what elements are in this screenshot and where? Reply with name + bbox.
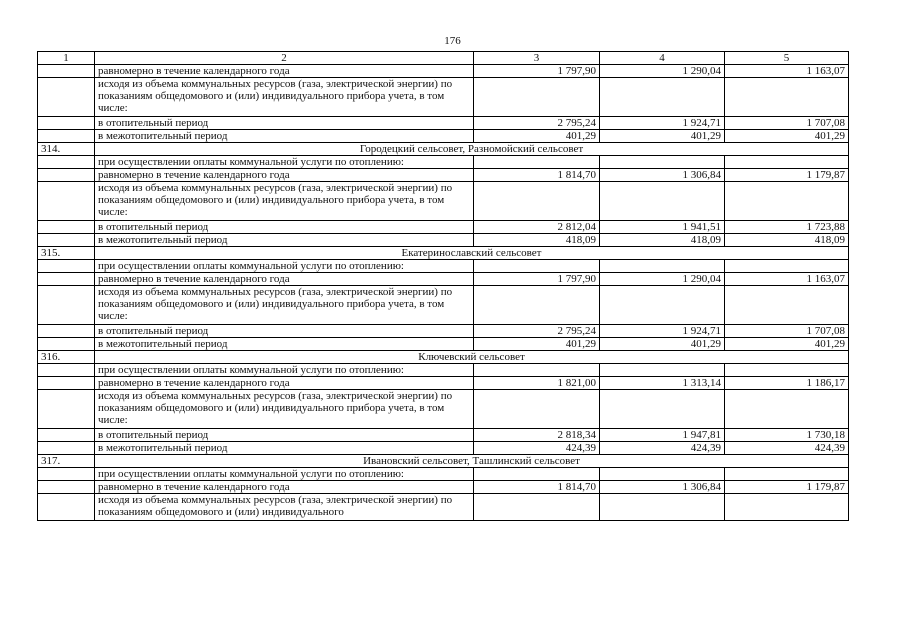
table-row xyxy=(38,78,849,117)
row-label: в межотопительный период xyxy=(95,442,474,455)
value-cell: 401,29 xyxy=(474,130,600,143)
section-title: Городецкий сельсовет, Разномойский сельсовет xyxy=(95,143,849,156)
row-label: равномерно в течение календарного года xyxy=(95,169,474,182)
value-cell: 418,09 xyxy=(474,234,600,247)
table-header-row xyxy=(38,52,849,65)
row-label: в отопительный период xyxy=(95,221,474,234)
value-cell: 1 947,81 xyxy=(600,429,725,442)
row-label: при осуществлении оплаты коммунальной услуги по отоплению: xyxy=(95,156,474,169)
value-cell: 1 814,70 xyxy=(474,481,600,494)
table-row xyxy=(38,325,849,338)
section-number: 314. xyxy=(38,143,95,156)
value-cell: 401,29 xyxy=(725,338,849,351)
value-cell: 1 163,07 xyxy=(725,65,849,78)
page-number: 176 xyxy=(444,35,461,47)
value-cell: 401,29 xyxy=(474,338,600,351)
section-header-row xyxy=(38,143,849,156)
row-label: при осуществлении оплаты коммунальной услуги по отоплению: xyxy=(95,468,474,481)
section-number: 316. xyxy=(38,351,95,364)
header-col-1: 1 xyxy=(38,52,95,65)
row-label: равномерно в течение календарного года xyxy=(95,273,474,286)
table-row xyxy=(38,117,849,130)
table-row xyxy=(38,338,849,351)
value-cell: 2 812,04 xyxy=(474,221,600,234)
row-label: в межотопительный период xyxy=(95,130,474,143)
section-number: 317. xyxy=(38,455,95,468)
value-cell: 424,39 xyxy=(474,442,600,455)
table-row xyxy=(38,182,849,221)
table-row xyxy=(38,494,849,521)
table-row xyxy=(38,481,849,494)
table-row xyxy=(38,156,849,169)
value-cell: 1 306,84 xyxy=(600,169,725,182)
value-cell: 1 306,84 xyxy=(600,481,725,494)
section-header-row xyxy=(38,351,849,364)
table-row xyxy=(38,260,849,273)
row-label: равномерно в течение календарного года xyxy=(95,481,474,494)
value-cell: 1 163,07 xyxy=(725,273,849,286)
header-col-2: 2 xyxy=(95,52,474,65)
row-label: в отопительный период xyxy=(95,117,474,130)
value-cell: 2 818,34 xyxy=(474,429,600,442)
section-title: Ивановский сельсовет, Ташлинский сельсовет xyxy=(95,455,849,468)
value-cell: 418,09 xyxy=(725,234,849,247)
table-row xyxy=(38,273,849,286)
table-row xyxy=(38,364,849,377)
section-number: 315. xyxy=(38,247,95,260)
row-label: в отопительный период xyxy=(95,325,474,338)
header-col-5: 5 xyxy=(725,52,849,65)
value-cell: 1 814,70 xyxy=(474,169,600,182)
table-row xyxy=(38,234,849,247)
value-cell: 1 924,71 xyxy=(600,325,725,338)
value-cell: 1 723,88 xyxy=(725,221,849,234)
table-row xyxy=(38,130,849,143)
value-cell: 1 179,87 xyxy=(725,169,849,182)
value-cell: 1 707,08 xyxy=(725,117,849,130)
section-header-row xyxy=(38,247,849,260)
value-cell: 1 179,87 xyxy=(725,481,849,494)
row-label: в отопительный период xyxy=(95,429,474,442)
value-cell: 1 821,00 xyxy=(474,377,600,390)
section-header-row xyxy=(38,455,849,468)
row-label: исходя из объема коммунальных ресурсов (газа, электрической энергии) по показаниям общедомового и (или) индивидуального прибора учета, в том числе: xyxy=(95,78,474,117)
row-label: исходя из объема коммунальных ресурсов (газа, электрической энергии) по показаниям общедомового и (или) индивидуального прибора учета, в том числе: xyxy=(95,286,474,325)
table-row xyxy=(38,169,849,182)
header-col-3: 3 xyxy=(474,52,600,65)
section-title: Ключевский сельсовет xyxy=(95,351,849,364)
value-cell: 1 707,08 xyxy=(725,325,849,338)
tariff-table xyxy=(37,51,849,521)
row-label: исходя из объема коммунальных ресурсов (газа, электрической энергии) по показаниям общедомового и (или) индивидуального прибора учета, в том числе: xyxy=(95,182,474,221)
row-label: исходя из объема коммунальных ресурсов (газа, электрической энергии) по показаниям общедомового и (или) индивидуального xyxy=(95,494,474,521)
row-label: исходя из объема коммунальных ресурсов (газа, электрической энергии) по показаниям общедомового и (или) индивидуального прибора учета, в том числе: xyxy=(95,390,474,429)
table-row xyxy=(38,442,849,455)
row-label: равномерно в течение календарного года xyxy=(95,65,474,78)
value-cell: 1 290,04 xyxy=(600,65,725,78)
table-row xyxy=(38,390,849,429)
value-cell: 1 290,04 xyxy=(600,273,725,286)
table-row xyxy=(38,429,849,442)
table-row xyxy=(38,377,849,390)
value-cell: 1 797,90 xyxy=(474,65,600,78)
row-label: в межотопительный период xyxy=(95,338,474,351)
value-cell: 424,39 xyxy=(725,442,849,455)
value-cell: 2 795,24 xyxy=(474,117,600,130)
value-cell: 1 941,51 xyxy=(600,221,725,234)
value-cell: 401,29 xyxy=(600,130,725,143)
row-label: в межотопительный период xyxy=(95,234,474,247)
table-row xyxy=(38,65,849,78)
value-cell: 1 730,18 xyxy=(725,429,849,442)
row-label: равномерно в течение календарного года xyxy=(95,377,474,390)
value-cell: 2 795,24 xyxy=(474,325,600,338)
value-cell: 418,09 xyxy=(600,234,725,247)
section-title: Екатеринославский сельсовет xyxy=(95,247,849,260)
value-cell: 1 313,14 xyxy=(600,377,725,390)
value-cell: 1 797,90 xyxy=(474,273,600,286)
row-label: при осуществлении оплаты коммунальной услуги по отоплению: xyxy=(95,260,474,273)
value-cell: 1 924,71 xyxy=(600,117,725,130)
table-row xyxy=(38,221,849,234)
table-row xyxy=(38,468,849,481)
value-cell: 401,29 xyxy=(600,338,725,351)
table-row xyxy=(38,286,849,325)
value-cell: 1 186,17 xyxy=(725,377,849,390)
row-label: при осуществлении оплаты коммунальной услуги по отоплению: xyxy=(95,364,474,377)
value-cell: 424,39 xyxy=(600,442,725,455)
value-cell: 401,29 xyxy=(725,130,849,143)
header-col-4: 4 xyxy=(600,52,725,65)
